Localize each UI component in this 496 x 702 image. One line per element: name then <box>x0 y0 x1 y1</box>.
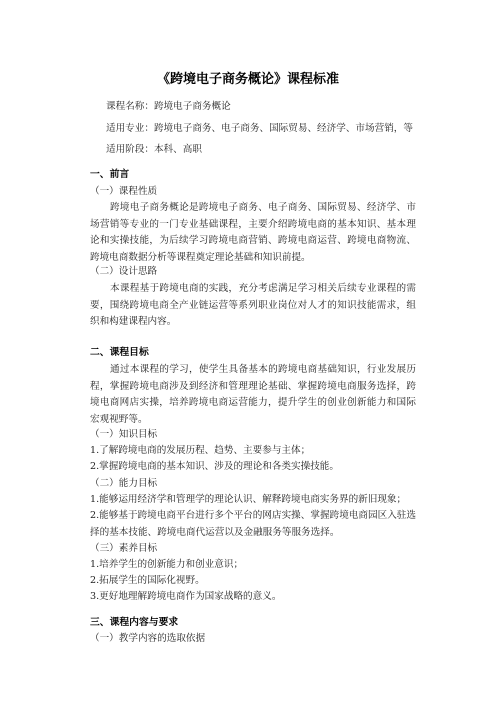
section-2-sub-2: （二）能力目标 <box>90 478 158 489</box>
section-1-paragraph-2: 本课程基于跨境电商的实践，充分考虑满足学习相关后续专业课程的需要，围绕跨境电商全产业链运营等系列职业岗位对人才的知识技能需求，组织和构建课程内容。 <box>90 283 416 327</box>
section-2-heading: 二、课程目标 <box>90 347 149 358</box>
document-title: 《跨境电子商务概论》课程标准 <box>156 72 339 87</box>
section-1-heading: 一、前言 <box>90 169 130 180</box>
quality-goal-2: 2.拓展学生的国际化视野。 <box>90 575 205 586</box>
meta-course-name: 课程名称：跨境电子商务概论 <box>106 101 231 112</box>
meta-majors: 适用专业：跨境电子商务、电子商务、国际贸易、经济学、市场营销，等 <box>106 123 413 134</box>
section-2-sub-3: （三）素养目标 <box>90 543 158 554</box>
meta-stage: 适用阶段：本科、高职 <box>106 144 202 155</box>
knowledge-goal-1: 1.了解跨境电商的发展历程、趋势、主要参与主体； <box>90 445 311 456</box>
ability-goal-2: 2.能够基于跨境电商平台进行多个平台的网店实操、掌握跨境电商园区入驻选择的基本技能、跨境电商代运营以及金融服务等服务选择。 <box>90 510 416 538</box>
section-1-sub-1: （一）课程性质 <box>90 186 158 197</box>
quality-goal-1: 1.培养学生的创新能力和创业意识； <box>90 559 244 570</box>
section-3-heading: 三、课程内容与要求 <box>90 617 179 628</box>
ability-goal-1: 1.能够运用经济学和管理学的理论认识、解释跨境电商实务界的新旧现象； <box>90 494 407 505</box>
section-2-paragraph-1: 通过本课程的学习，使学生具备基本的跨境电商基础知识，行业发展历程，掌握跨境电商涉及到经济和管理理论基础、掌握跨境电商服务选择，跨境电商网店实操，培养跨境电商运营能力，提升学生的创业创新能力和国际宏观视野等。 <box>90 364 416 425</box>
section-3-sub-1: （一）教学内容的选取依据 <box>90 633 206 644</box>
section-2-sub-1: （一）知识目标 <box>90 429 158 440</box>
knowledge-goal-2: 2.掌握跨境电商的基本知识、涉及的理论和各类实操技能。 <box>90 461 339 472</box>
quality-goal-3: 3.更好地理解跨境电商作为国家战略的意义。 <box>90 591 282 602</box>
section-1-paragraph-1: 跨境电子商务概论是跨境电子商务、电子商务、国际贸易、经济学、市场营销等专业的一门专业基础课程，主要介绍跨境电商的基本知识、基本理论和实操技能，为后续学习跨境电商营销、跨境电商运营、跨境电商物流、跨境电商数据分析等课程奠定理论基础和知识前提。 <box>90 202 416 263</box>
section-1-sub-2: （二）设计思路 <box>90 266 158 277</box>
